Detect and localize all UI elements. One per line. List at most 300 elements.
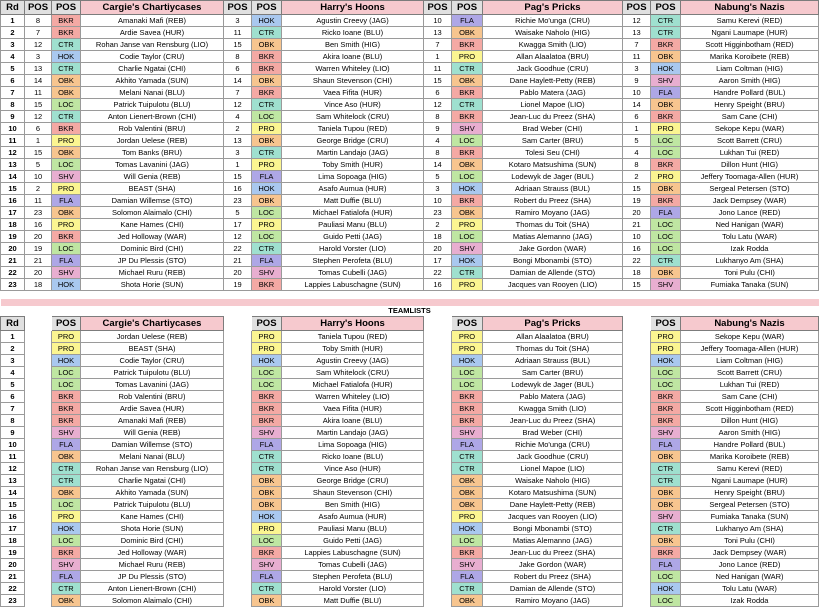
blank-cell[interactable] [25, 439, 52, 451]
round-cell[interactable]: 12 [1, 463, 25, 475]
pick-number-cell[interactable]: 1 [623, 123, 651, 135]
player-cell[interactable]: Kane Hames (CHI) [81, 511, 224, 523]
player-cell[interactable]: Will Genia (REB) [81, 171, 224, 183]
round-cell[interactable]: 7 [1, 87, 25, 99]
pick-number-cell[interactable]: 14 [623, 99, 651, 111]
position-cell[interactable]: LOC [651, 243, 681, 255]
pick-number-cell[interactable]: 15 [25, 99, 52, 111]
pick-number-cell[interactable]: 19 [623, 195, 651, 207]
player-cell[interactable]: Sekope Kepu (WAR) [681, 331, 819, 343]
player-cell[interactable]: Ricko Ioane (BLU) [282, 27, 424, 39]
player-cell[interactable]: Jean-Luc du Preez (SHA) [483, 547, 623, 559]
player-cell[interactable]: Jordan Uelese (REB) [81, 135, 224, 147]
position-cell[interactable]: BKR [252, 403, 282, 415]
blank-cell[interactable] [224, 487, 252, 499]
player-cell[interactable]: Ngani Laumape (HUR) [681, 475, 819, 487]
position-cell[interactable]: HOK [651, 63, 681, 75]
position-cell[interactable]: PRO [252, 523, 282, 535]
pick-number-cell[interactable]: 11 [25, 87, 52, 99]
pick-number-cell[interactable]: 12 [424, 99, 452, 111]
player-cell[interactable]: Tolu Latu (WAR) [681, 583, 819, 595]
blank-cell[interactable] [25, 523, 52, 535]
player-cell[interactable]: Rohan Janse van Rensburg (LIO) [81, 39, 224, 51]
blank-cell[interactable] [424, 355, 452, 367]
position-cell[interactable]: CTR [52, 463, 81, 475]
position-cell[interactable]: BKR [651, 403, 681, 415]
position-cell[interactable]: OBK [452, 75, 483, 87]
blank-cell[interactable] [424, 439, 452, 451]
player-cell[interactable]: Henry Speight (BRU) [681, 99, 819, 111]
player-cell[interactable]: BEAST (SHA) [81, 343, 224, 355]
player-cell[interactable]: Lukhan Tui (RED) [681, 147, 819, 159]
pick-number-cell[interactable]: 6 [224, 63, 252, 75]
player-cell[interactable]: Jack Dempsey (WAR) [681, 547, 819, 559]
position-cell[interactable]: CTR [52, 39, 81, 51]
pick-number-cell[interactable]: 16 [623, 243, 651, 255]
pick-number-cell[interactable]: 2 [224, 123, 252, 135]
pick-number-cell[interactable]: 8 [424, 147, 452, 159]
position-cell[interactable]: OBK [651, 499, 681, 511]
pick-number-cell[interactable]: 18 [623, 267, 651, 279]
position-cell[interactable]: BKR [252, 63, 282, 75]
position-cell[interactable]: SHV [452, 427, 483, 439]
position-cell[interactable]: OBK [651, 51, 681, 63]
blank-cell[interactable] [623, 355, 651, 367]
blank-cell[interactable] [424, 451, 452, 463]
player-cell[interactable]: Jacques van Rooyen (LIO) [483, 279, 623, 291]
position-cell[interactable]: LOC [252, 379, 282, 391]
player-cell[interactable]: Stephen Perofeta (BLU) [282, 571, 424, 583]
pick-number-cell[interactable]: 15 [424, 75, 452, 87]
player-cell[interactable]: Akhito Yamada (SUN) [81, 75, 224, 87]
position-cell[interactable]: BKR [252, 391, 282, 403]
position-cell[interactable]: CTR [452, 583, 483, 595]
blank-cell[interactable] [224, 427, 252, 439]
blank-cell[interactable] [224, 343, 252, 355]
player-cell[interactable]: Solomon Alaimalo (CHI) [81, 595, 224, 607]
position-cell[interactable]: OBK [52, 147, 81, 159]
pick-number-cell[interactable]: 10 [25, 171, 52, 183]
pick-number-cell[interactable]: 3 [224, 15, 252, 27]
position-cell[interactable]: CTR [252, 99, 282, 111]
position-cell[interactable]: CTR [52, 63, 81, 75]
position-cell[interactable]: BKR [52, 27, 81, 39]
blank-cell[interactable] [224, 355, 252, 367]
blank-cell[interactable] [25, 343, 52, 355]
blank-cell[interactable] [424, 367, 452, 379]
player-cell[interactable]: Tolesi Seu (CHI) [483, 147, 623, 159]
player-cell[interactable]: Sam Whitelock (CRU) [282, 111, 424, 123]
player-cell[interactable]: Lukhanyo Am (SHA) [681, 523, 819, 535]
player-cell[interactable]: Shaun Stevenson (CHI) [282, 75, 424, 87]
position-cell[interactable]: SHV [651, 511, 681, 523]
player-cell[interactable]: Tomas Lavanini (JAG) [81, 379, 224, 391]
player-cell[interactable]: Jono Lance (RED) [681, 207, 819, 219]
player-cell[interactable]: Kane Hames (CHI) [81, 219, 224, 231]
position-cell[interactable]: FLA [52, 571, 81, 583]
position-cell[interactable]: FLA [651, 207, 681, 219]
blank-cell[interactable] [623, 463, 651, 475]
position-cell[interactable]: FLA [252, 171, 282, 183]
blank-cell[interactable] [224, 463, 252, 475]
player-cell[interactable]: Ben Smith (HIG) [282, 39, 424, 51]
position-cell[interactable]: SHV [452, 559, 483, 571]
blank-cell[interactable] [224, 595, 252, 607]
player-cell[interactable]: Thomas du Toit (SHA) [483, 219, 623, 231]
blank-cell[interactable] [623, 571, 651, 583]
blank-cell[interactable] [25, 571, 52, 583]
position-cell[interactable]: OBK [452, 487, 483, 499]
player-cell[interactable]: Dominic Bird (CHI) [81, 535, 224, 547]
round-cell[interactable]: 11 [1, 135, 25, 147]
position-cell[interactable]: PRO [52, 331, 81, 343]
position-cell[interactable]: LOC [52, 243, 81, 255]
pick-number-cell[interactable]: 6 [623, 111, 651, 123]
pick-number-cell[interactable]: 3 [424, 183, 452, 195]
player-cell[interactable]: Handre Pollard (BUL) [681, 87, 819, 99]
blank-cell[interactable] [623, 343, 651, 355]
pick-number-cell[interactable]: 12 [25, 111, 52, 123]
round-cell[interactable]: 17 [1, 523, 25, 535]
position-cell[interactable]: PRO [252, 343, 282, 355]
player-cell[interactable]: Jack Dempsey (WAR) [681, 195, 819, 207]
blank-cell[interactable] [25, 547, 52, 559]
player-cell[interactable]: Codie Taylor (CRU) [81, 355, 224, 367]
player-cell[interactable]: Melani Nanai (BLU) [81, 451, 224, 463]
blank-cell[interactable] [25, 427, 52, 439]
player-cell[interactable]: Dillon Hunt (HIG) [681, 415, 819, 427]
position-cell[interactable]: LOC [651, 231, 681, 243]
player-cell[interactable]: Richie Mo'unga (CRU) [483, 15, 623, 27]
position-cell[interactable]: BKR [651, 547, 681, 559]
blank-cell[interactable] [25, 463, 52, 475]
blank-cell[interactable] [424, 415, 452, 427]
player-cell[interactable]: JP Du Plessis (STO) [81, 571, 224, 583]
blank-cell[interactable] [424, 523, 452, 535]
blank-cell[interactable] [623, 595, 651, 607]
blank-cell[interactable] [623, 451, 651, 463]
player-cell[interactable]: Lodewyk de Jager (BUL) [483, 171, 623, 183]
player-cell[interactable]: Adriaan Strauss (BUL) [483, 355, 623, 367]
pick-number-cell[interactable]: 2 [424, 219, 452, 231]
pick-number-cell[interactable]: 8 [424, 111, 452, 123]
position-cell[interactable]: OBK [52, 207, 81, 219]
player-cell[interactable]: BEAST (SHA) [81, 183, 224, 195]
round-cell[interactable]: 18 [1, 219, 25, 231]
player-cell[interactable]: Tomas Cubelli (JAG) [282, 267, 424, 279]
position-cell[interactable]: LOC [252, 207, 282, 219]
round-cell[interactable]: 9 [1, 427, 25, 439]
blank-cell[interactable] [224, 415, 252, 427]
team-header-pag[interactable]: Pag's Pricks [483, 317, 623, 331]
position-cell[interactable]: OBK [252, 595, 282, 607]
position-cell[interactable]: LOC [52, 499, 81, 511]
round-cell[interactable]: 5 [1, 379, 25, 391]
blank-header[interactable] [25, 317, 52, 331]
position-cell[interactable]: OBK [252, 475, 282, 487]
position-cell[interactable]: BKR [52, 415, 81, 427]
blank-cell[interactable] [25, 355, 52, 367]
player-cell[interactable]: Damian de Allende (STO) [483, 583, 623, 595]
player-cell[interactable]: Amanaki Mafi (REB) [81, 15, 224, 27]
player-cell[interactable]: Richie Mo'unga (CRU) [483, 439, 623, 451]
player-cell[interactable]: Lima Sopoaga (HIG) [282, 439, 424, 451]
player-cell[interactable]: Jacques van Rooyen (LIO) [483, 511, 623, 523]
team-header-cargie[interactable]: Cargie's Chartiycases [81, 1, 224, 15]
blank-cell[interactable] [224, 331, 252, 343]
position-cell[interactable]: CTR [252, 451, 282, 463]
pick-number-cell[interactable]: 20 [623, 207, 651, 219]
player-cell[interactable]: Sam Carter (BRU) [483, 367, 623, 379]
player-cell[interactable]: Solomon Alaimalo (CHI) [81, 207, 224, 219]
round-cell[interactable]: 19 [1, 231, 25, 243]
position-cell[interactable]: BKR [651, 159, 681, 171]
player-cell[interactable]: Henry Speight (BRU) [681, 487, 819, 499]
position-cell[interactable]: BKR [651, 195, 681, 207]
pos-header[interactable]: POS [52, 317, 81, 331]
player-cell[interactable]: Pauliasi Manu (BLU) [282, 523, 424, 535]
player-cell[interactable]: Jack Goodhue (CRU) [483, 451, 623, 463]
pick-number-cell[interactable]: 19 [25, 243, 52, 255]
position-cell[interactable]: OBK [252, 135, 282, 147]
position-cell[interactable]: BKR [452, 147, 483, 159]
player-cell[interactable]: Bongi Mbonambi (STO) [483, 255, 623, 267]
position-cell[interactable]: HOK [52, 355, 81, 367]
blank-cell[interactable] [224, 535, 252, 547]
position-cell[interactable]: SHV [52, 559, 81, 571]
position-cell[interactable]: PRO [52, 183, 81, 195]
position-cell[interactable]: SHV [452, 243, 483, 255]
blank-cell[interactable] [623, 583, 651, 595]
player-cell[interactable]: Sergeal Petersen (STO) [681, 183, 819, 195]
pick-number-cell[interactable]: 18 [25, 279, 52, 291]
round-cell[interactable]: 2 [1, 343, 25, 355]
position-cell[interactable]: SHV [252, 559, 282, 571]
player-cell[interactable]: Matias Alemanno (JAG) [483, 535, 623, 547]
pick-number-cell[interactable]: 20 [25, 267, 52, 279]
round-cell[interactable]: 7 [1, 403, 25, 415]
player-cell[interactable]: Akira Ioane (BLU) [282, 415, 424, 427]
pick-number-cell[interactable]: 3 [25, 51, 52, 63]
round-cell[interactable]: 3 [1, 355, 25, 367]
position-cell[interactable]: CTR [651, 27, 681, 39]
blank-cell[interactable] [224, 511, 252, 523]
round-cell[interactable]: 4 [1, 51, 25, 63]
player-cell[interactable]: Jeffery Toomaga-Allen (HUR) [681, 343, 819, 355]
player-cell[interactable]: Michael Ruru (REB) [81, 559, 224, 571]
round-cell[interactable]: 19 [1, 547, 25, 559]
player-cell[interactable]: Izak Rodda [681, 243, 819, 255]
pick-number-cell[interactable]: 5 [25, 159, 52, 171]
blank-cell[interactable] [224, 499, 252, 511]
position-cell[interactable]: LOC [651, 367, 681, 379]
rd-header[interactable]: Rd [1, 317, 25, 331]
pick-number-cell[interactable]: 13 [623, 27, 651, 39]
pick-number-cell[interactable]: 7 [623, 39, 651, 51]
player-cell[interactable]: Fumiaka Tanaka (SUN) [681, 279, 819, 291]
pick-number-cell[interactable]: 20 [424, 243, 452, 255]
pick-number-cell[interactable]: 15 [224, 39, 252, 51]
pick-number-cell[interactable]: 20 [25, 231, 52, 243]
player-cell[interactable]: Pauliasi Manu (BLU) [282, 219, 424, 231]
player-cell[interactable]: Jake Gordon (WAR) [483, 559, 623, 571]
pick-number-cell[interactable]: 2 [25, 183, 52, 195]
player-cell[interactable]: Martin Landajo (JAG) [282, 427, 424, 439]
position-cell[interactable]: LOC [452, 135, 483, 147]
position-cell[interactable]: CTR [651, 255, 681, 267]
player-cell[interactable]: Ramiro Moyano (JAG) [483, 595, 623, 607]
blank-header[interactable] [224, 317, 252, 331]
blank-cell[interactable] [424, 331, 452, 343]
position-cell[interactable]: CTR [452, 99, 483, 111]
position-cell[interactable]: OBK [452, 595, 483, 607]
position-cell[interactable]: CTR [52, 475, 81, 487]
pick-number-cell[interactable]: 10 [424, 15, 452, 27]
pick-number-cell[interactable]: 22 [424, 267, 452, 279]
blank-cell[interactable] [224, 439, 252, 451]
position-cell[interactable]: BKR [52, 391, 81, 403]
position-cell[interactable]: BKR [52, 403, 81, 415]
blank-cell[interactable] [25, 331, 52, 343]
pick-number-cell[interactable]: 20 [224, 267, 252, 279]
position-cell[interactable]: PRO [651, 123, 681, 135]
position-cell[interactable]: FLA [52, 195, 81, 207]
player-cell[interactable]: Ben Smith (HIG) [282, 499, 424, 511]
blank-cell[interactable] [424, 559, 452, 571]
pick-number-cell[interactable]: 5 [424, 171, 452, 183]
player-cell[interactable]: Kotaro Matsushima (SUN) [483, 159, 623, 171]
player-cell[interactable]: Lappies Labuschagne (SUN) [282, 279, 424, 291]
player-cell[interactable]: Michael Ruru (REB) [81, 267, 224, 279]
blank-cell[interactable] [424, 547, 452, 559]
position-cell[interactable]: OBK [651, 451, 681, 463]
player-cell[interactable]: Marika Koroibete (REB) [681, 451, 819, 463]
pick-number-cell[interactable]: 18 [424, 231, 452, 243]
player-cell[interactable]: Handre Pollard (BUL) [681, 439, 819, 451]
round-cell[interactable]: 16 [1, 195, 25, 207]
position-cell[interactable]: FLA [52, 255, 81, 267]
position-cell[interactable]: BKR [651, 111, 681, 123]
position-cell[interactable]: OBK [252, 75, 282, 87]
position-cell[interactable]: CTR [252, 27, 282, 39]
blank-cell[interactable] [224, 523, 252, 535]
position-cell[interactable]: BKR [252, 87, 282, 99]
pos-header[interactable]: POS [452, 317, 483, 331]
pos-header[interactable]: POS [252, 1, 282, 15]
round-cell[interactable]: 14 [1, 487, 25, 499]
blank-cell[interactable] [424, 571, 452, 583]
player-cell[interactable]: Liam Coltman (HIG) [681, 355, 819, 367]
player-cell[interactable]: Michael Fatialofa (HUR) [282, 379, 424, 391]
position-cell[interactable]: SHV [651, 75, 681, 87]
player-cell[interactable]: Damian de Allende (STO) [483, 267, 623, 279]
player-cell[interactable]: Damian Willemse (STO) [81, 195, 224, 207]
position-cell[interactable]: PRO [452, 51, 483, 63]
position-cell[interactable]: FLA [651, 559, 681, 571]
position-cell[interactable]: SHV [252, 427, 282, 439]
round-cell[interactable]: 23 [1, 279, 25, 291]
position-cell[interactable]: CTR [452, 463, 483, 475]
position-cell[interactable]: PRO [452, 511, 483, 523]
player-cell[interactable]: Anton Lienert-Brown (CHI) [81, 583, 224, 595]
position-cell[interactable]: PRO [452, 279, 483, 291]
position-cell[interactable]: PRO [52, 219, 81, 231]
position-cell[interactable]: OBK [52, 87, 81, 99]
position-cell[interactable]: LOC [52, 367, 81, 379]
blank-cell[interactable] [424, 475, 452, 487]
position-cell[interactable]: PRO [452, 343, 483, 355]
pick-number-cell[interactable]: 11 [424, 63, 452, 75]
round-cell[interactable]: 13 [1, 475, 25, 487]
position-cell[interactable]: BKR [651, 391, 681, 403]
position-cell[interactable]: BKR [252, 415, 282, 427]
blank-cell[interactable] [224, 379, 252, 391]
player-cell[interactable]: Taniela Tupou (RED) [282, 123, 424, 135]
position-cell[interactable]: SHV [52, 267, 81, 279]
position-cell[interactable]: OBK [651, 183, 681, 195]
position-cell[interactable]: BKR [452, 403, 483, 415]
blank-cell[interactable] [25, 415, 52, 427]
player-cell[interactable]: Allan Alaalatoa (BRU) [483, 331, 623, 343]
position-cell[interactable]: HOK [52, 51, 81, 63]
position-cell[interactable]: LOC [651, 379, 681, 391]
position-cell[interactable]: OBK [452, 207, 483, 219]
position-cell[interactable]: OBK [252, 195, 282, 207]
blank-header[interactable] [623, 317, 651, 331]
blank-cell[interactable] [424, 379, 452, 391]
player-cell[interactable]: Warren Whiteley (LIO) [282, 391, 424, 403]
position-cell[interactable]: CTR [252, 147, 282, 159]
pick-header[interactable]: POS [25, 1, 52, 15]
blank-cell[interactable] [25, 535, 52, 547]
position-cell[interactable]: BKR [252, 547, 282, 559]
player-cell[interactable]: Ned Hanigan (WAR) [681, 571, 819, 583]
position-cell[interactable]: LOC [52, 159, 81, 171]
position-cell[interactable]: OBK [651, 99, 681, 111]
player-cell[interactable]: Toni Pulu (CHI) [681, 535, 819, 547]
round-cell[interactable]: 8 [1, 415, 25, 427]
blank-cell[interactable] [424, 427, 452, 439]
position-cell[interactable]: FLA [252, 571, 282, 583]
position-cell[interactable]: OBK [651, 487, 681, 499]
pick-number-cell[interactable]: 17 [224, 219, 252, 231]
pick-number-cell[interactable]: 9 [623, 75, 651, 87]
team-header-harry[interactable]: Harry's Hoons [282, 1, 424, 15]
position-cell[interactable]: SHV [452, 123, 483, 135]
blank-cell[interactable] [25, 379, 52, 391]
round-cell[interactable]: 8 [1, 99, 25, 111]
player-cell[interactable]: Vince Aso (HUR) [282, 463, 424, 475]
player-cell[interactable]: Damian Willemse (STO) [81, 439, 224, 451]
player-cell[interactable]: Sam Cane (CHI) [681, 391, 819, 403]
player-cell[interactable]: Dane Haylett-Petty (REB) [483, 75, 623, 87]
blank-cell[interactable] [623, 535, 651, 547]
round-cell[interactable]: 10 [1, 123, 25, 135]
position-cell[interactable]: CTR [52, 111, 81, 123]
player-cell[interactable]: Pablo Matera (JAG) [483, 87, 623, 99]
player-cell[interactable]: Tomas Cubelli (JAG) [282, 559, 424, 571]
player-cell[interactable]: Jordan Uelese (REB) [81, 331, 224, 343]
pick-number-cell[interactable]: 23 [25, 207, 52, 219]
round-cell[interactable]: 22 [1, 267, 25, 279]
position-cell[interactable]: BKR [452, 39, 483, 51]
position-cell[interactable]: HOK [452, 523, 483, 535]
player-cell[interactable]: Vaea Fifita (HUR) [282, 87, 424, 99]
pick-number-cell[interactable]: 15 [224, 171, 252, 183]
pick-number-cell[interactable]: 21 [25, 255, 52, 267]
player-cell[interactable]: Pablo Matera (JAG) [483, 391, 623, 403]
blank-cell[interactable] [623, 331, 651, 343]
